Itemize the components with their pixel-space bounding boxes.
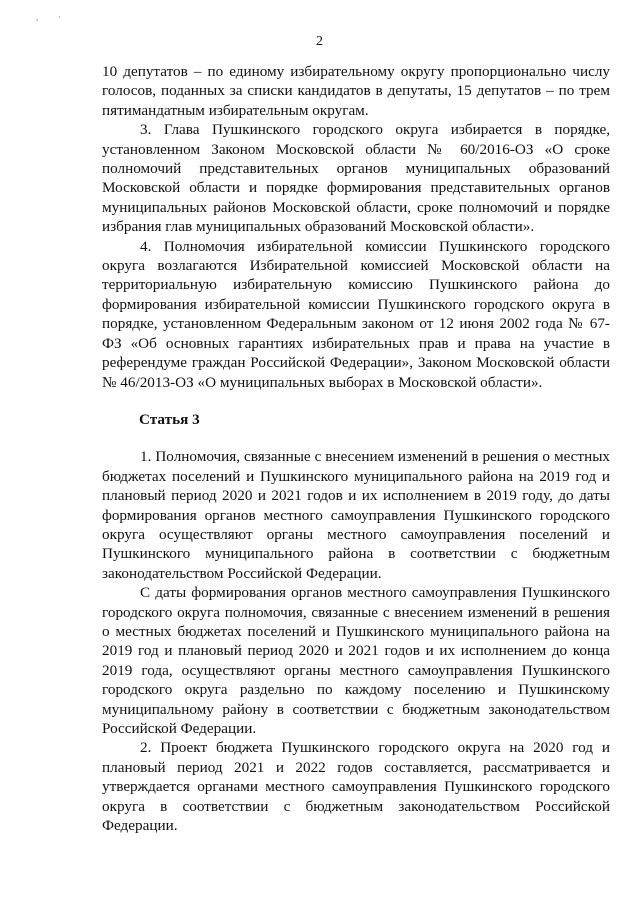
paragraph-4: 4. Полномочия избирательной комиссии Пушкинского городского округа возлагаются Избирательной комиссией Московской области на территориальную избирательную комиссию Пушкинского района до формирования избирательной комиссии Пушкинского городского округа в порядке, установленном Федеральным законом от 12 июня 2002 года № 67-ФЗ «Об основных гарантиях избирательных прав и права на участие в референдуме граждан Российской Федерации», Законом Московской области № 46/2013-ОЗ «О муниципальных выборах в Московской области». — [102, 237, 610, 391]
article-3-paragraph-2: 2. Проект бюджета Пушкинского городского округа на 2020 год и плановый период 2021 и 2022 годов составляется, рассматривается и утверждается органами местного самоуправления Пушкинского городского округа в соответствии с бюджетным законодательством Российской Федерации. — [102, 739, 610, 835]
article-3-paragraph-1: 1. Полномочия, связанные с внесением изменений в решения о местных бюджетах поселений и Пушкинского муниципального района на 2019 год и плановый период 2020 и 2021 годов и их исполнением в 2019 году, до даты формирования органов местного самоуправления Пушкинского городского округа осуществляют органы местного самоуправления поселений и Пушкинского муниципального района в соответствии с бюджетным законодательством Российской Федерации. — [102, 448, 610, 582]
document-body — [102, 62, 610, 835]
article-heading: Статья 3 — [139, 410, 200, 428]
paragraph-intro: 10 депутатов – по единому избирательному округу пропорционально числу голосов, поданных за списки кандидатов в депутаты, 15 депутатов – по трем пятимандатным избирательным округам. — [102, 63, 610, 119]
scan-artifact-mark: · — [58, 12, 61, 22]
article-3-paragraph-1b: С даты формирования органов местного самоуправления Пушкинского городского округа полномочия, связанные с внесением изменений в решения о местных бюджетах поселений и Пушкинского муниципального района на 2019 год и плановый период 2020 и 2021 годов и их исполнением до конца 2019 года, осуществляют органы местного самоуправления Пушкинского городского округа раздельно по каждому поселению и Пушкинскому муниципальному району в соответствии с бюджетным законодательством Российской Федерации. — [102, 584, 610, 737]
scan-artifact-mark: , — [36, 12, 39, 22]
paragraph-3: 3. Глава Пушкинского городского округа избирается в порядке, установленном Законом Московской области № 60/2016-ОЗ «О сроке полномочий представительных органов муниципальных образований Московской области и порядке формирования представительных органов муниципальных районов Московской области, сроке полномочий и порядке избрания глав муниципальных образований Московской области». — [102, 121, 610, 236]
page-number: 2 — [316, 34, 323, 49]
